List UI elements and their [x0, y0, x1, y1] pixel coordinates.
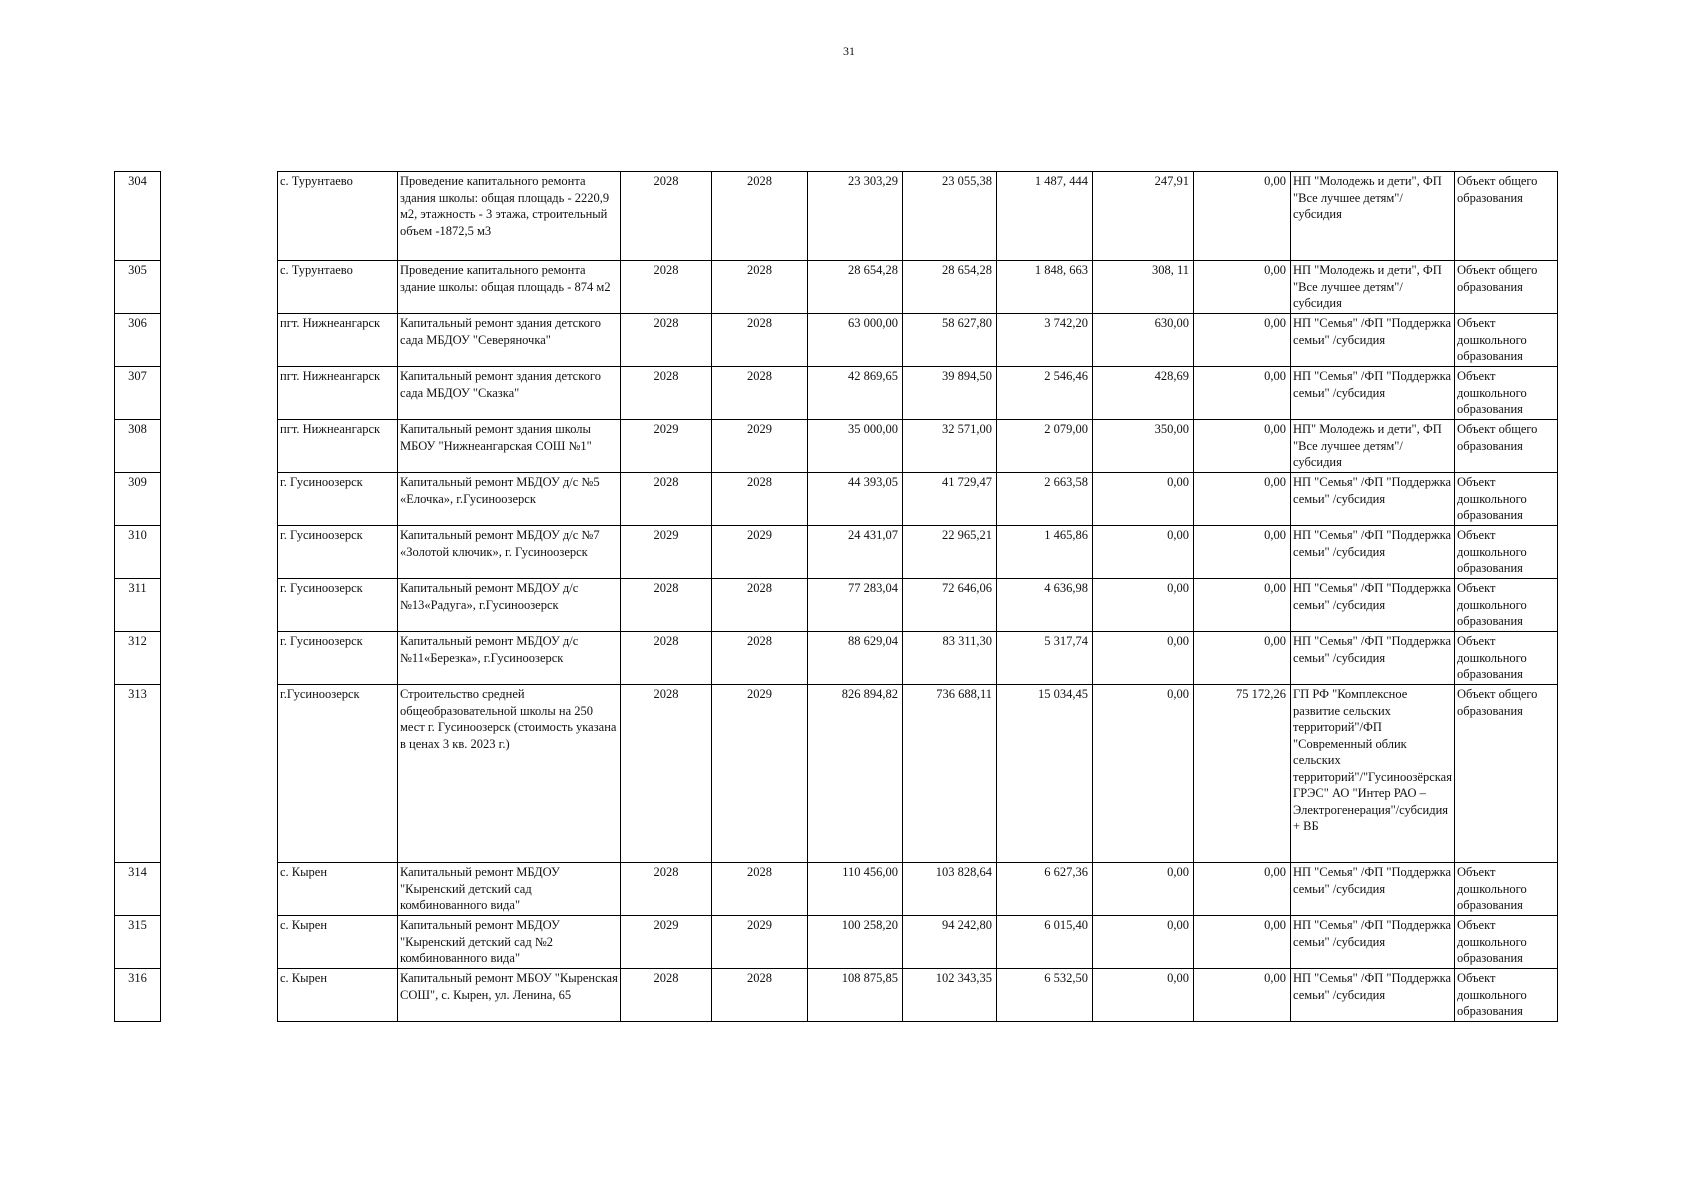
row-number: 315: [115, 916, 161, 969]
total-cost-cell: 28 654,28: [808, 261, 903, 314]
row-number: 311: [115, 579, 161, 632]
program-cell: НП "Молодежь и дети", ФП "Все лучшее детям"/ субсидия: [1291, 172, 1455, 261]
start-year-cell: 2029: [621, 526, 712, 579]
object-type-cell: Объект дошкольного образования: [1455, 632, 1558, 685]
cost-cell: 32 571,00: [903, 420, 997, 473]
cost-cell: 5 317,74: [997, 632, 1093, 685]
place-cell: с. Турунтаево: [278, 172, 398, 261]
row-number: 313: [115, 685, 161, 863]
object-type-cell: Объект общего образования: [1455, 261, 1558, 314]
program-cell: НП "Семья" /ФП "Поддержка семьи" /субсидия: [1291, 916, 1455, 969]
cost-cell: 22 965,21: [903, 526, 997, 579]
cost-cell: 102 343,35: [903, 969, 997, 1022]
spacer-cell: [161, 172, 278, 261]
cost-cell: 0,00: [1194, 261, 1291, 314]
start-year-cell: 2028: [621, 473, 712, 526]
place-cell: г. Гусиноозерск: [278, 579, 398, 632]
description-cell: Капитальный ремонт здания детского сада МБДОУ "Северяночка": [398, 314, 621, 367]
objects-table: [114, 171, 1558, 1022]
table-row: [115, 916, 1558, 969]
cost-cell: 1 465,86: [997, 526, 1093, 579]
description-cell: Капитальный ремонт МБДОУ д/с №13«Радуга», г.Гусиноозерск: [398, 579, 621, 632]
end-year-cell: 2028: [712, 172, 808, 261]
cost-cell: 2 663,58: [997, 473, 1093, 526]
cost-cell: 0,00: [1194, 314, 1291, 367]
cost-cell: 0,00: [1194, 526, 1291, 579]
end-year-cell: 2028: [712, 579, 808, 632]
spacer-cell: [161, 367, 278, 420]
object-type-cell: Объект дошкольного образования: [1455, 916, 1558, 969]
cost-cell: 736 688,11: [903, 685, 997, 863]
spacer-cell: [161, 632, 278, 685]
start-year-cell: 2028: [621, 632, 712, 685]
place-cell: с. Турунтаево: [278, 261, 398, 314]
end-year-cell: 2029: [712, 420, 808, 473]
table-row: [115, 863, 1558, 916]
cost-cell: 23 055,38: [903, 172, 997, 261]
description-cell: Проведение капитального ремонта здания школы: общая площадь - 2220,9 м2, этажность - 3 этажа, строительный объем -1872,5 м3: [398, 172, 621, 261]
cost-cell: 41 729,47: [903, 473, 997, 526]
table-row: [115, 526, 1558, 579]
description-cell: Капитальный ремонт МБДОУ "Кыренский детский сад №2 комбинованного вида": [398, 916, 621, 969]
cost-cell: 4 636,98: [997, 579, 1093, 632]
place-cell: пгт. Нижнеангарск: [278, 314, 398, 367]
row-number: 310: [115, 526, 161, 579]
cost-cell: 0,00: [1194, 420, 1291, 473]
table-row: [115, 685, 1558, 863]
object-type-cell: Объект дошкольного образования: [1455, 314, 1558, 367]
total-cost-cell: 63 000,00: [808, 314, 903, 367]
object-type-cell: Объект дошкольного образования: [1455, 863, 1558, 916]
cost-cell: 428,69: [1093, 367, 1194, 420]
table-row: [115, 969, 1558, 1022]
spacer-cell: [161, 969, 278, 1022]
cost-cell: 6 015,40: [997, 916, 1093, 969]
cost-cell: 0,00: [1194, 916, 1291, 969]
program-cell: НП "Молодежь и дети", ФП "Все лучшее детям"/ субсидия: [1291, 261, 1455, 314]
cost-cell: 0,00: [1093, 473, 1194, 526]
place-cell: г. Гусиноозерск: [278, 473, 398, 526]
end-year-cell: 2028: [712, 632, 808, 685]
start-year-cell: 2028: [621, 261, 712, 314]
cost-cell: 72 646,06: [903, 579, 997, 632]
cost-cell: 15 034,45: [997, 685, 1093, 863]
end-year-cell: 2028: [712, 969, 808, 1022]
cost-cell: 6 532,50: [997, 969, 1093, 1022]
start-year-cell: 2028: [621, 172, 712, 261]
cost-cell: 3 742,20: [997, 314, 1093, 367]
object-type-cell: Объект дошкольного образования: [1455, 969, 1558, 1022]
row-number: 304: [115, 172, 161, 261]
cost-cell: 1 848, 663: [997, 261, 1093, 314]
object-type-cell: Объект дошкольного образования: [1455, 526, 1558, 579]
program-cell: НП "Семья" /ФП "Поддержка семьи" /субсидия: [1291, 314, 1455, 367]
place-cell: пгт. Нижнеангарск: [278, 420, 398, 473]
description-cell: Строительство средней общеобразовательной школы на 250 мест г. Гусиноозерск (стоимость указана в ценах 3 кв. 2023 г.): [398, 685, 621, 863]
cost-cell: 0,00: [1194, 172, 1291, 261]
total-cost-cell: 826 894,82: [808, 685, 903, 863]
spacer-cell: [161, 420, 278, 473]
cost-cell: 0,00: [1093, 579, 1194, 632]
total-cost-cell: 88 629,04: [808, 632, 903, 685]
table-row: [115, 261, 1558, 314]
row-number: 305: [115, 261, 161, 314]
program-cell: НП" Молодежь и дети", ФП "Все лучшее детям"/ субсидия: [1291, 420, 1455, 473]
end-year-cell: 2028: [712, 367, 808, 420]
row-number: 316: [115, 969, 161, 1022]
place-cell: с. Кырен: [278, 969, 398, 1022]
program-cell: НП "Семья" /ФП "Поддержка семьи" /субсидия: [1291, 632, 1455, 685]
start-year-cell: 2028: [621, 685, 712, 863]
start-year-cell: 2029: [621, 916, 712, 969]
row-number: 314: [115, 863, 161, 916]
program-cell: НП "Семья" /ФП "Поддержка семьи" /субсидия: [1291, 579, 1455, 632]
table-row: [115, 314, 1558, 367]
cost-cell: 0,00: [1093, 526, 1194, 579]
program-cell: НП "Семья" /ФП "Поддержка семьи" /субсидия: [1291, 473, 1455, 526]
row-number: 308: [115, 420, 161, 473]
table-row: [115, 473, 1558, 526]
cost-cell: 2 079,00: [997, 420, 1093, 473]
object-type-cell: Объект дошкольного образования: [1455, 367, 1558, 420]
cost-cell: 94 242,80: [903, 916, 997, 969]
cost-cell: 28 654,28: [903, 261, 997, 314]
program-cell: ГП РФ "Комплексное развитие сельских территорий"/ФП "Современный облик сельских территорий"/"Гусиноозёрская ГРЭС" АО "Интер РАО – Электрогенерация"/субсидия + ВБ: [1291, 685, 1455, 863]
cost-cell: 247,91: [1093, 172, 1194, 261]
description-cell: Проведение капитального ремонта здание школы: общая площадь - 874 м2: [398, 261, 621, 314]
total-cost-cell: 77 283,04: [808, 579, 903, 632]
program-cell: НП "Семья" /ФП "Поддержка семьи" /субсидия: [1291, 367, 1455, 420]
start-year-cell: 2028: [621, 863, 712, 916]
spacer-cell: [161, 314, 278, 367]
start-year-cell: 2028: [621, 579, 712, 632]
cost-cell: 2 546,46: [997, 367, 1093, 420]
spacer-cell: [161, 526, 278, 579]
cost-cell: 75 172,26: [1194, 685, 1291, 863]
cost-cell: 0,00: [1093, 916, 1194, 969]
row-number: 309: [115, 473, 161, 526]
cost-cell: 0,00: [1194, 863, 1291, 916]
cost-cell: 83 311,30: [903, 632, 997, 685]
description-cell: Капитальный ремонт здания школы МБОУ "Нижнеангарская СОШ №1": [398, 420, 621, 473]
cost-cell: 350,00: [1093, 420, 1194, 473]
cost-cell: 0,00: [1194, 632, 1291, 685]
place-cell: г. Гусиноозерск: [278, 632, 398, 685]
cost-cell: 630,00: [1093, 314, 1194, 367]
table-row: [115, 172, 1558, 261]
description-cell: Капитальный ремонт МБДОУ "Кыренский детский сад комбинованного вида": [398, 863, 621, 916]
cost-cell: 0,00: [1093, 969, 1194, 1022]
spacer-cell: [161, 685, 278, 863]
description-cell: Капитальный ремонт МБОУ "Кыренская СОШ", с. Кырен, ул. Ленина, 65: [398, 969, 621, 1022]
total-cost-cell: 24 431,07: [808, 526, 903, 579]
total-cost-cell: 100 258,20: [808, 916, 903, 969]
object-type-cell: Объект общего образования: [1455, 172, 1558, 261]
end-year-cell: 2029: [712, 916, 808, 969]
cost-cell: 0,00: [1194, 579, 1291, 632]
row-number: 312: [115, 632, 161, 685]
row-number: 307: [115, 367, 161, 420]
program-cell: НП "Семья" /ФП "Поддержка семьи" /субсидия: [1291, 969, 1455, 1022]
object-type-cell: Объект общего образования: [1455, 685, 1558, 863]
place-cell: с. Кырен: [278, 916, 398, 969]
table-row: [115, 367, 1558, 420]
object-type-cell: Объект общего образования: [1455, 420, 1558, 473]
end-year-cell: 2028: [712, 314, 808, 367]
cost-cell: 58 627,80: [903, 314, 997, 367]
program-cell: НП "Семья" /ФП "Поддержка семьи" /субсидия: [1291, 526, 1455, 579]
place-cell: с. Кырен: [278, 863, 398, 916]
spacer-cell: [161, 579, 278, 632]
end-year-cell: 2029: [712, 526, 808, 579]
total-cost-cell: 23 303,29: [808, 172, 903, 261]
total-cost-cell: 108 875,85: [808, 969, 903, 1022]
total-cost-cell: 42 869,65: [808, 367, 903, 420]
description-cell: Капитальный ремонт здания детского сада МБДОУ "Сказка": [398, 367, 621, 420]
description-cell: Капитальный ремонт МБДОУ д/с №5 «Елочка», г.Гусиноозерск: [398, 473, 621, 526]
object-type-cell: Объект дошкольного образования: [1455, 579, 1558, 632]
cost-cell: 0,00: [1093, 685, 1194, 863]
cost-cell: 308, 11: [1093, 261, 1194, 314]
description-cell: Капитальный ремонт МБДОУ д/с №11«Березка», г.Гусиноозерск: [398, 632, 621, 685]
cost-cell: 39 894,50: [903, 367, 997, 420]
spacer-cell: [161, 916, 278, 969]
end-year-cell: 2028: [712, 863, 808, 916]
page-number: 31: [843, 44, 855, 58]
table-row: [115, 579, 1558, 632]
object-type-cell: Объект дошкольного образования: [1455, 473, 1558, 526]
row-number: 306: [115, 314, 161, 367]
cost-cell: 103 828,64: [903, 863, 997, 916]
start-year-cell: 2028: [621, 969, 712, 1022]
cost-cell: 0,00: [1093, 632, 1194, 685]
place-cell: пгт. Нижнеангарск: [278, 367, 398, 420]
start-year-cell: 2028: [621, 314, 712, 367]
place-cell: г.Гусиноозерск: [278, 685, 398, 863]
table-row: [115, 632, 1558, 685]
table-row: [115, 420, 1558, 473]
spacer-cell: [161, 261, 278, 314]
start-year-cell: 2028: [621, 367, 712, 420]
cost-cell: 6 627,36: [997, 863, 1093, 916]
total-cost-cell: 110 456,00: [808, 863, 903, 916]
spacer-cell: [161, 473, 278, 526]
cost-cell: 1 487, 444: [997, 172, 1093, 261]
place-cell: г. Гусиноозерск: [278, 526, 398, 579]
cost-cell: 0,00: [1194, 969, 1291, 1022]
end-year-cell: 2028: [712, 473, 808, 526]
program-cell: НП "Семья" /ФП "Поддержка семьи" /субсидия: [1291, 863, 1455, 916]
total-cost-cell: 44 393,05: [808, 473, 903, 526]
start-year-cell: 2029: [621, 420, 712, 473]
total-cost-cell: 35 000,00: [808, 420, 903, 473]
end-year-cell: 2028: [712, 261, 808, 314]
end-year-cell: 2029: [712, 685, 808, 863]
cost-cell: 0,00: [1194, 367, 1291, 420]
spacer-cell: [161, 863, 278, 916]
description-cell: Капитальный ремонт МБДОУ д/с №7 «Золотой ключик», г. Гусиноозерск: [398, 526, 621, 579]
cost-cell: 0,00: [1093, 863, 1194, 916]
cost-cell: 0,00: [1194, 473, 1291, 526]
